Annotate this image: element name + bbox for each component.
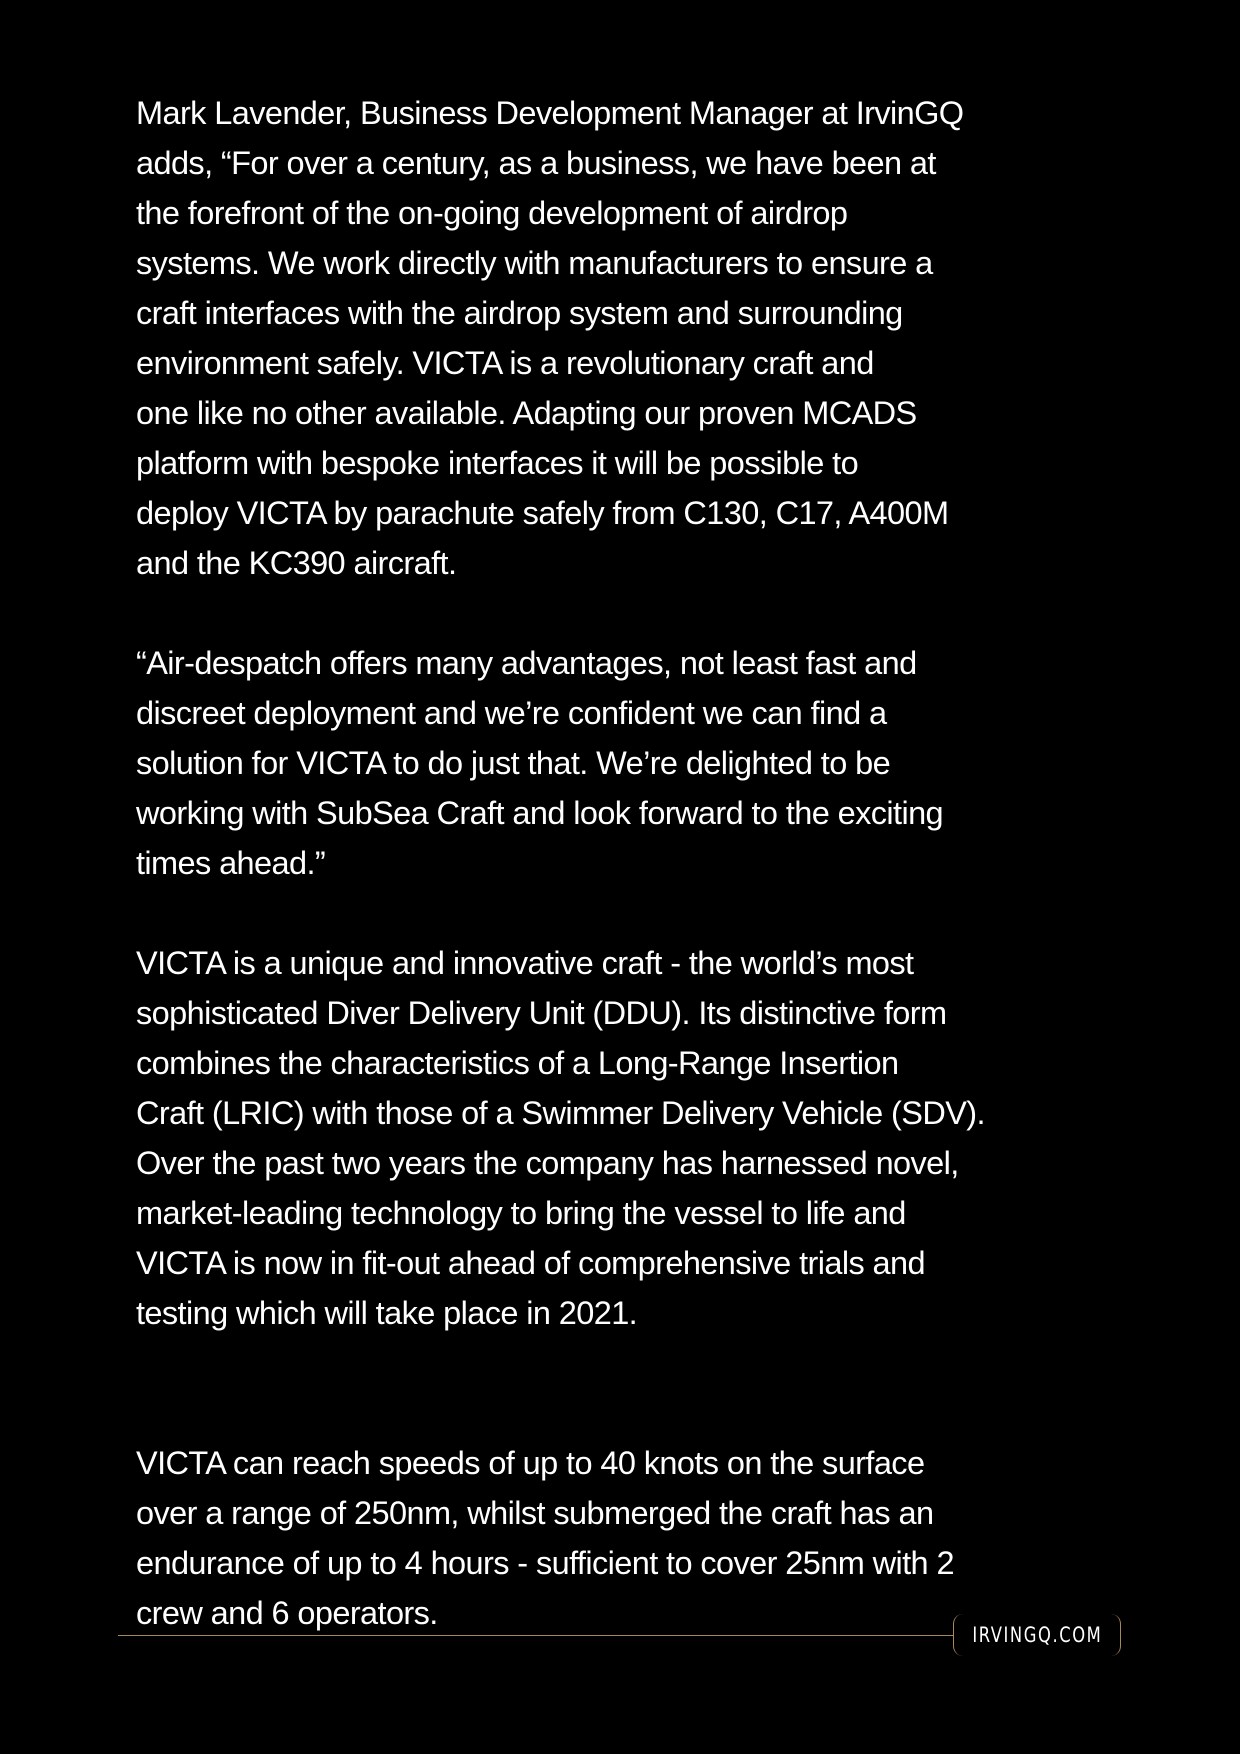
footer-divider-line bbox=[118, 1635, 953, 1636]
paragraph-quote-mark-lavender: Mark Lavender, Business Development Manager at IrvinGQ adds, “For over a century, as a business, we have been at the forefront of the on-going development of airdrop systems. We work directly with manufacturers to ensure a craft interfaces with the airdrop system and surrounding environment safely. VICTA is a revolutionary craft and one like no other available. Adapting our proven MCADS platform with bespoke interfaces it will be possible to deploy VICTA by parachute safely from C130, C17, A400M and the KC390 aircraft. bbox=[136, 95, 964, 581]
footer-website-badge[interactable] bbox=[953, 1614, 1121, 1656]
paragraph-quote-air-despatch: “Air-despatch offers many advantages, not least fast and discreet deployment and we’re confident we can find a solution for VICTA to do just that. We’re delighted to be working with SubSea Craft and look forward to the exciting times ahead.” bbox=[136, 645, 944, 881]
article-body bbox=[136, 88, 1086, 1638]
paragraph-victa-performance: VICTA can reach speeds of up to 40 knots on the surface over a range of 250nm, whilst submerged the craft has an endurance of up to 4 hours - sufficient to cover 25nm with 2 crew and 6 operators. bbox=[136, 1445, 954, 1631]
paragraph-spacer bbox=[136, 588, 1086, 638]
paragraph-victa-description: VICTA is a unique and innovative craft - the world’s most sophisticated Diver Delivery Unit (DDU). Its distinctive form combines the characteristics of a Long-Range Insertion Craft (LRIC) with those of a Swimmer Delivery Vehicle (SDV). Over the past two years the company has harnessed novel, market-leading technology to bring the vessel to life and VICTA is now in fit-out ahead of comprehensive trials and testing which will take place in 2021. bbox=[136, 945, 985, 1331]
footer-website-label: IRVINGQ.COM bbox=[971, 1623, 1103, 1647]
paragraph-spacer bbox=[136, 888, 1086, 938]
paragraph-spacer bbox=[136, 1338, 1086, 1438]
